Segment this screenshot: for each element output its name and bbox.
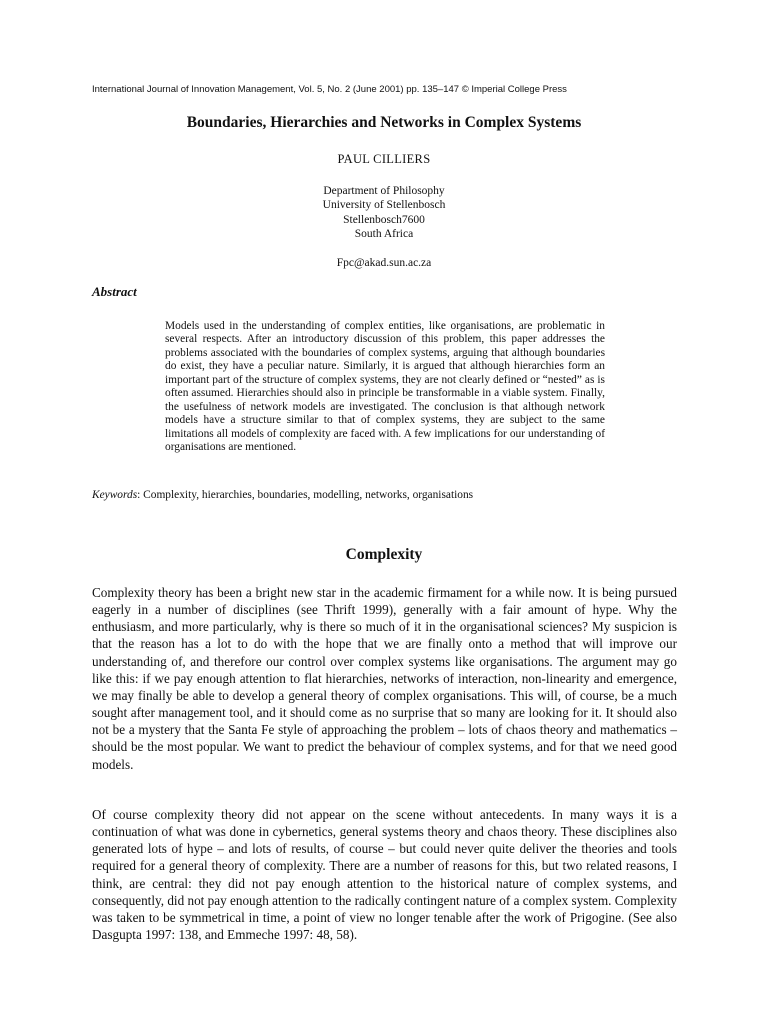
- author-name: PAUL CILLIERS: [337, 152, 431, 166]
- affiliation-country: South Africa: [354, 227, 414, 240]
- author-affiliation: [0, 184, 768, 241]
- abstract-text: Models used in the understanding of complex entities, like organisations, are problematic in several respects. After an introductory discussion of this problem, this paper addresses the problems associated with the boundaries of complex systems, arguing that although boundaries do exist, they have a peculiar nature. Similarly, it is argued that although hierarchies form an important part of the structure of complex systems, they are not clearly defined or “nested” as is often assumed. Hierarchies should also in principle be transformable in a viable system. Finally, the usefulness of network models are investigated. The conclusion is that although network models have a structure similar to that of complex systems, they are subject to the same limitations all models of complexity are faced with. A few implications for our understanding of organisations are mentioned.: [165, 320, 605, 454]
- keywords-line: [92, 488, 692, 502]
- journal-citation: International Journal of Innovation Management, Vol. 5, No. 2 (June 2001) pp. 135–147 © Imperial College Press: [92, 84, 567, 95]
- abstract-heading: Abstract: [92, 284, 137, 299]
- affiliation-university: University of Stellenbosch: [322, 199, 446, 212]
- keywords-separator: :: [137, 489, 144, 501]
- body-paragraph: Complexity theory has been a bright new star in the academic firmament for a while now. It is being pursued eagerly in a number of disciplines (see Thrift 1999), generally with a fair amount of hype. Why the enthusiasm, and more particularly, why is there so much of it in the organisational sciences? My suspicion is that the reason has a lot to do with the hope that we are finally onto a method that will improve our understanding of, and therefore our control over complex systems like organisations. The argument may go like this: if we pay enough attention to flat hierarchies, networks of interaction, non-linearity and emergence, we may finally be able to develop a general theory of complex organisations. This will, of course, be a much sought after management tool, and it should come as no surprise that so many are looking for it. It should also not be a mystery that the Santa Fe style of approaching the problem – lots of chaos theory and mathematics – should be the most popular. We want to predict the behaviour of complex systems, and for that we need good models.: [92, 585, 677, 772]
- affiliation-city: Stellenbosch7600: [343, 213, 425, 226]
- paper-title: Boundaries, Hierarchies and Networks in Complex Systems: [186, 114, 582, 131]
- author-email: Fpc@akad.sun.ac.za: [336, 257, 432, 269]
- keywords-text: Complexity, hierarchies, boundaries, modelling, networks, organisations: [143, 489, 474, 501]
- affiliation-department: Department of Philosophy: [323, 185, 445, 197]
- keywords-label: Keywords: [92, 489, 138, 501]
- section-heading: Complexity: [345, 546, 423, 563]
- body-paragraph: Of course complexity theory did not appear on the scene without antecedents. In many ways it is a continuation of what was done in cybernetics, general systems theory and chaos theory. These disciplines also generated lots of hype – and lots of results, of course – but could never quite deliver the theories and tools required for a general theory of complexity. There are a number of reasons for this, but two related reasons, I think, are central: they did not pay enough attention to the historical nature of complex systems, and consequently, did not pay enough attention to the radically contingent nature of a complex system. Complexity was taken to be symmetrical in time, a point of view no longer tenable after the work of Prigogine. (See also Dasgupta 1997: 138, and Emmeche 1997: 48, 58).: [92, 807, 677, 943]
